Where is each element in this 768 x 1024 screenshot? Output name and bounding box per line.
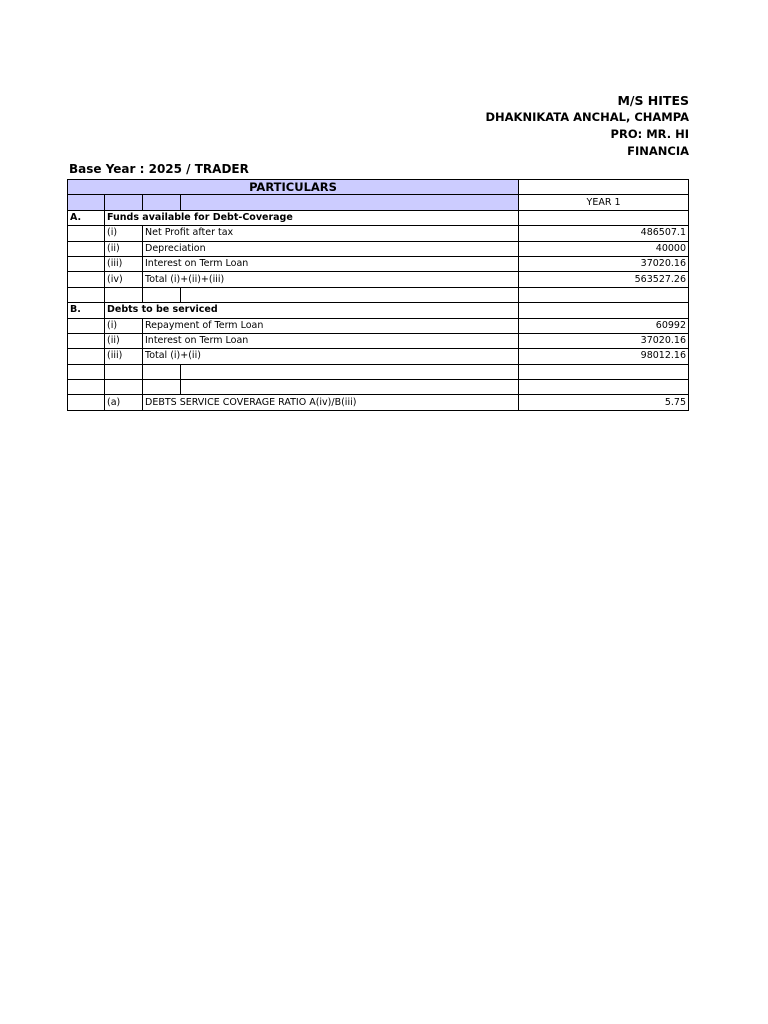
- section-a-code: A.: [68, 210, 105, 225]
- year-header-blank: [519, 180, 689, 195]
- year-1-header: YEAR 1: [519, 195, 689, 210]
- section-a-row: [68, 210, 690, 225]
- table-row: [68, 333, 690, 348]
- section-b-row: [68, 303, 690, 318]
- table-row: [68, 241, 690, 256]
- row-label: Net Profit after tax: [143, 226, 519, 241]
- row-number: (i): [105, 226, 143, 241]
- row-label: Total (i)+(ii)+(iii): [143, 272, 519, 287]
- row-label: Total (i)+(ii): [143, 349, 519, 364]
- row-value: 563527.26: [519, 272, 689, 287]
- row-label: Interest on Term Loan: [143, 256, 519, 271]
- statement-title: FINANCIA: [627, 146, 689, 158]
- section-b-code: B.: [68, 303, 105, 318]
- ratio-row: [68, 395, 690, 410]
- empty-row: [68, 380, 690, 395]
- row-number: (i): [105, 318, 143, 333]
- row-value: 37020.16: [519, 333, 689, 348]
- section-b-title: Debts to be serviced: [105, 303, 519, 318]
- row-number: (iv): [105, 272, 143, 287]
- row-value: 40000: [519, 241, 689, 256]
- row-value: 98012.16: [519, 349, 689, 364]
- empty-row: [68, 287, 690, 302]
- row-label: Interest on Term Loan: [143, 333, 519, 348]
- table-header-row: [68, 180, 690, 195]
- section-a-title: Funds available for Debt-Coverage: [105, 210, 519, 225]
- row-number: (ii): [105, 241, 143, 256]
- table-row: [68, 318, 690, 333]
- table-row: [68, 349, 690, 364]
- table-row: [68, 272, 690, 287]
- particulars-header: PARTICULARS: [68, 180, 519, 195]
- proprietor-name: PRO: MR. HI: [610, 129, 689, 141]
- ratio-value: 5.75: [519, 395, 689, 410]
- row-label: Depreciation: [143, 241, 519, 256]
- ratio-number: (a): [105, 395, 143, 410]
- row-value: 486507.1: [519, 226, 689, 241]
- table-row: [68, 226, 690, 241]
- dscr-table: [67, 179, 689, 411]
- company-address: DHAKNIKATA ANCHAL, CHAMPA: [485, 112, 689, 124]
- company-name: M/S HITES: [617, 95, 689, 108]
- table-subheader-row: [68, 195, 690, 210]
- table-row: [68, 256, 690, 271]
- row-value: 60992: [519, 318, 689, 333]
- base-year-label: Base Year : 2025 / TRADER: [69, 162, 249, 176]
- row-number: (iii): [105, 349, 143, 364]
- ratio-label: DEBTS SERVICE COVERAGE RATIO A(iv)/B(iii): [143, 395, 519, 410]
- row-value: 37020.16: [519, 256, 689, 271]
- row-number: (iii): [105, 256, 143, 271]
- row-number: (ii): [105, 333, 143, 348]
- empty-row: [68, 364, 690, 379]
- row-label: Repayment of Term Loan: [143, 318, 519, 333]
- dscr-sheet: [67, 179, 689, 419]
